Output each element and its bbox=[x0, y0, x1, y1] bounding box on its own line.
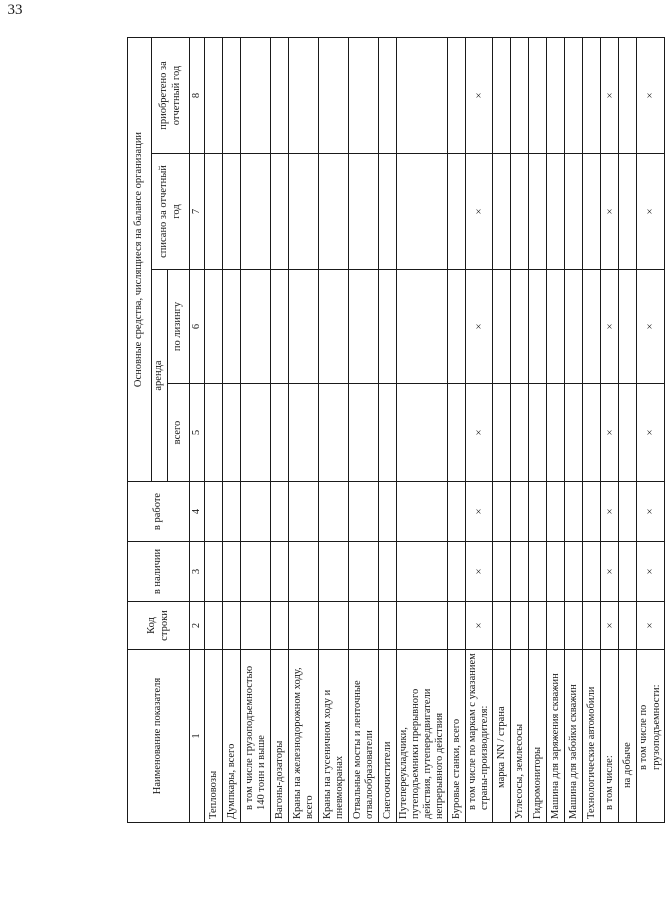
table-row bbox=[583, 38, 601, 823]
table-row bbox=[223, 38, 241, 823]
table-cell bbox=[271, 270, 289, 384]
row-label: Машина для заряжения скважин bbox=[547, 650, 565, 823]
table-cell bbox=[319, 154, 349, 270]
table-body bbox=[205, 38, 665, 823]
header-written-off: списано за отчетный год bbox=[152, 154, 190, 270]
table-cell bbox=[547, 602, 565, 650]
table-cell: × bbox=[637, 482, 664, 542]
table-cell bbox=[619, 384, 637, 482]
table-cell bbox=[379, 602, 397, 650]
table-cell bbox=[205, 602, 223, 650]
row-label: Отвальные мосты и ленточные отвалообразователи bbox=[349, 650, 379, 823]
table-cell bbox=[565, 542, 583, 602]
header-leasing: по лизингу bbox=[168, 270, 190, 384]
table-row bbox=[289, 38, 319, 823]
table-cell bbox=[529, 542, 547, 602]
table-cell bbox=[223, 602, 241, 650]
table-cell bbox=[349, 38, 379, 154]
table-cell bbox=[223, 38, 241, 154]
table-cell bbox=[397, 154, 448, 270]
table-cell bbox=[289, 154, 319, 270]
table-cell: × bbox=[637, 602, 664, 650]
table-cell bbox=[619, 154, 637, 270]
column-number: 7 bbox=[190, 154, 205, 270]
table-cell bbox=[397, 384, 448, 482]
table-cell bbox=[583, 482, 601, 542]
table-cell bbox=[448, 38, 466, 154]
table-cell bbox=[349, 384, 379, 482]
table-cell bbox=[319, 602, 349, 650]
table-cell bbox=[205, 482, 223, 542]
table-cell bbox=[397, 482, 448, 542]
table-cell: × bbox=[637, 542, 664, 602]
table-cell bbox=[379, 384, 397, 482]
row-label: Краны на железнодорожном ходу, всего bbox=[289, 650, 319, 823]
table-cell bbox=[379, 270, 397, 384]
table-cell bbox=[289, 542, 319, 602]
table-cell: × bbox=[466, 384, 493, 482]
table-cell bbox=[271, 384, 289, 482]
table-row bbox=[397, 38, 448, 823]
table-cell bbox=[529, 270, 547, 384]
row-label: в том числе грузоподъемностью 140 тонн и выше bbox=[241, 650, 271, 823]
table-cell bbox=[205, 542, 223, 602]
table-cell: × bbox=[466, 542, 493, 602]
table-cell bbox=[511, 602, 529, 650]
table-cell bbox=[241, 38, 271, 154]
column-number: 8 bbox=[190, 38, 205, 154]
table-cell bbox=[448, 542, 466, 602]
table-cell bbox=[223, 384, 241, 482]
table-cell bbox=[448, 482, 466, 542]
table-row bbox=[271, 38, 289, 823]
table-cell bbox=[583, 602, 601, 650]
table-cell bbox=[529, 38, 547, 154]
table-cell bbox=[547, 154, 565, 270]
table-cell bbox=[241, 602, 271, 650]
row-label: Гидромониторы bbox=[529, 650, 547, 823]
table-cell bbox=[448, 384, 466, 482]
table-row bbox=[241, 38, 271, 823]
table-cell bbox=[547, 542, 565, 602]
table-row bbox=[205, 38, 223, 823]
table-row bbox=[466, 38, 493, 823]
table-cell bbox=[289, 270, 319, 384]
table-cell: × bbox=[601, 270, 619, 384]
table-cell bbox=[619, 602, 637, 650]
table-cell bbox=[619, 542, 637, 602]
table-cell bbox=[583, 384, 601, 482]
table-cell bbox=[547, 384, 565, 482]
row-label: Краны на гусеничном ходу и пневмокранах bbox=[319, 650, 349, 823]
column-numbers-row bbox=[190, 38, 205, 823]
table-cell bbox=[397, 270, 448, 384]
table-cell: × bbox=[601, 542, 619, 602]
table-cell bbox=[289, 482, 319, 542]
row-label: в том числе: bbox=[601, 650, 619, 823]
row-label: в том числе по маркам с указанием страны-производителя: bbox=[466, 650, 493, 823]
table-cell bbox=[511, 38, 529, 154]
header-acquired: приобретено за отчетный год bbox=[152, 38, 190, 154]
table-row bbox=[511, 38, 529, 823]
table-cell bbox=[289, 384, 319, 482]
header-name: Наименование показателя bbox=[128, 650, 190, 823]
table-cell bbox=[493, 482, 511, 542]
table-cell: × bbox=[466, 602, 493, 650]
row-label: Углесосы, землесосы bbox=[511, 650, 529, 823]
fixed-assets-table bbox=[127, 37, 665, 823]
table-cell bbox=[511, 154, 529, 270]
table-row bbox=[565, 38, 583, 823]
table-cell bbox=[448, 154, 466, 270]
table-cell bbox=[619, 38, 637, 154]
table-cell bbox=[271, 154, 289, 270]
table-cell bbox=[271, 602, 289, 650]
table-row bbox=[319, 38, 349, 823]
table-cell bbox=[241, 542, 271, 602]
table-cell bbox=[289, 602, 319, 650]
table-row bbox=[529, 38, 547, 823]
column-number: 5 bbox=[190, 384, 205, 482]
table-cell: × bbox=[466, 38, 493, 154]
table-cell bbox=[547, 38, 565, 154]
table-cell bbox=[271, 482, 289, 542]
table-cell bbox=[547, 482, 565, 542]
table-cell bbox=[583, 542, 601, 602]
table-cell bbox=[271, 542, 289, 602]
table-cell bbox=[205, 384, 223, 482]
row-label: Тепловозы bbox=[205, 650, 223, 823]
row-label: в том числе по грузоподъемности: bbox=[637, 650, 664, 823]
table-cell bbox=[349, 154, 379, 270]
table-cell: × bbox=[601, 38, 619, 154]
table-cell bbox=[493, 38, 511, 154]
table-cell bbox=[241, 482, 271, 542]
rotated-table-container bbox=[127, 38, 662, 823]
table-cell bbox=[349, 482, 379, 542]
table-cell bbox=[547, 270, 565, 384]
table-cell bbox=[583, 270, 601, 384]
table-row bbox=[619, 38, 637, 823]
table-row bbox=[637, 38, 664, 823]
row-label: Технологические автомобили bbox=[583, 650, 601, 823]
header-code: Код строки bbox=[128, 602, 190, 650]
row-label: Вагоны-дозаторы bbox=[271, 650, 289, 823]
table-cell bbox=[583, 154, 601, 270]
table-cell bbox=[448, 270, 466, 384]
table-cell bbox=[223, 154, 241, 270]
table-cell bbox=[241, 154, 271, 270]
table-cell bbox=[511, 384, 529, 482]
table-row bbox=[448, 38, 466, 823]
table-cell bbox=[379, 38, 397, 154]
column-number: 3 bbox=[190, 542, 205, 602]
table-cell bbox=[223, 270, 241, 384]
table-cell bbox=[319, 482, 349, 542]
table-row bbox=[547, 38, 565, 823]
table-cell bbox=[319, 542, 349, 602]
table-cell: × bbox=[637, 38, 664, 154]
table-cell bbox=[379, 154, 397, 270]
table-cell bbox=[349, 602, 379, 650]
table-cell bbox=[619, 482, 637, 542]
row-label: Буровые станки, всего bbox=[448, 650, 466, 823]
table-cell: × bbox=[466, 482, 493, 542]
table-cell bbox=[529, 482, 547, 542]
table-cell bbox=[379, 542, 397, 602]
table-cell bbox=[319, 38, 349, 154]
table-cell bbox=[493, 270, 511, 384]
table-row bbox=[493, 38, 511, 823]
row-label: марка NN / страна bbox=[493, 650, 511, 823]
table-cell bbox=[319, 270, 349, 384]
table-cell bbox=[241, 384, 271, 482]
header-lease: аренда bbox=[152, 270, 168, 482]
table-cell bbox=[205, 38, 223, 154]
table-cell bbox=[223, 482, 241, 542]
table-cell bbox=[565, 38, 583, 154]
table-row bbox=[349, 38, 379, 823]
table-cell bbox=[205, 270, 223, 384]
row-label: Путепереукладчики, путеподъемники прерывного действия, путепередвигатели непрерывного действия bbox=[397, 650, 448, 823]
table-cell bbox=[397, 542, 448, 602]
table-cell bbox=[241, 270, 271, 384]
table-cell bbox=[565, 602, 583, 650]
table-cell bbox=[319, 384, 349, 482]
table-row bbox=[379, 38, 397, 823]
table-cell bbox=[529, 154, 547, 270]
table-cell: × bbox=[466, 270, 493, 384]
header-fixed-assets: Основные средства, числящиеся на балансе организации bbox=[128, 38, 152, 482]
table-cell: × bbox=[601, 602, 619, 650]
row-label: Снегоочистители bbox=[379, 650, 397, 823]
table-cell: × bbox=[601, 154, 619, 270]
table-cell bbox=[271, 38, 289, 154]
column-number: 4 bbox=[190, 482, 205, 542]
table-cell bbox=[511, 542, 529, 602]
table-cell bbox=[493, 542, 511, 602]
table-cell bbox=[223, 542, 241, 602]
table-cell: × bbox=[637, 270, 664, 384]
table-cell bbox=[565, 270, 583, 384]
table-cell bbox=[289, 38, 319, 154]
table-row bbox=[601, 38, 619, 823]
table-cell bbox=[349, 270, 379, 384]
table-cell bbox=[511, 482, 529, 542]
table-cell bbox=[379, 482, 397, 542]
page-number: 33 bbox=[7, 2, 23, 18]
column-number: 2 bbox=[190, 602, 205, 650]
table-header bbox=[128, 38, 205, 823]
table-cell: × bbox=[466, 154, 493, 270]
row-label: Машина для забойки скважин bbox=[565, 650, 583, 823]
header-lease-total: всего bbox=[168, 384, 190, 482]
table-cell bbox=[529, 602, 547, 650]
header-available: в наличии bbox=[128, 542, 190, 602]
column-number: 6 bbox=[190, 270, 205, 384]
table-cell bbox=[583, 38, 601, 154]
header-working: в работе bbox=[128, 482, 190, 542]
table-cell bbox=[205, 154, 223, 270]
row-label: на добыче bbox=[619, 650, 637, 823]
column-number: 1 bbox=[190, 650, 205, 823]
row-label: Думпкары, всего bbox=[223, 650, 241, 823]
table-cell bbox=[565, 482, 583, 542]
table-cell bbox=[397, 602, 448, 650]
table-cell bbox=[529, 384, 547, 482]
table-cell bbox=[619, 270, 637, 384]
table-cell bbox=[493, 384, 511, 482]
table-cell bbox=[565, 154, 583, 270]
table-cell: × bbox=[601, 482, 619, 542]
table-cell bbox=[511, 270, 529, 384]
table-cell bbox=[397, 38, 448, 154]
table-cell: × bbox=[601, 384, 619, 482]
table-cell bbox=[349, 542, 379, 602]
table-cell: × bbox=[637, 384, 664, 482]
table-cell bbox=[565, 384, 583, 482]
table-cell bbox=[493, 602, 511, 650]
table-cell bbox=[448, 602, 466, 650]
table-cell: × bbox=[637, 154, 664, 270]
table-cell bbox=[493, 154, 511, 270]
